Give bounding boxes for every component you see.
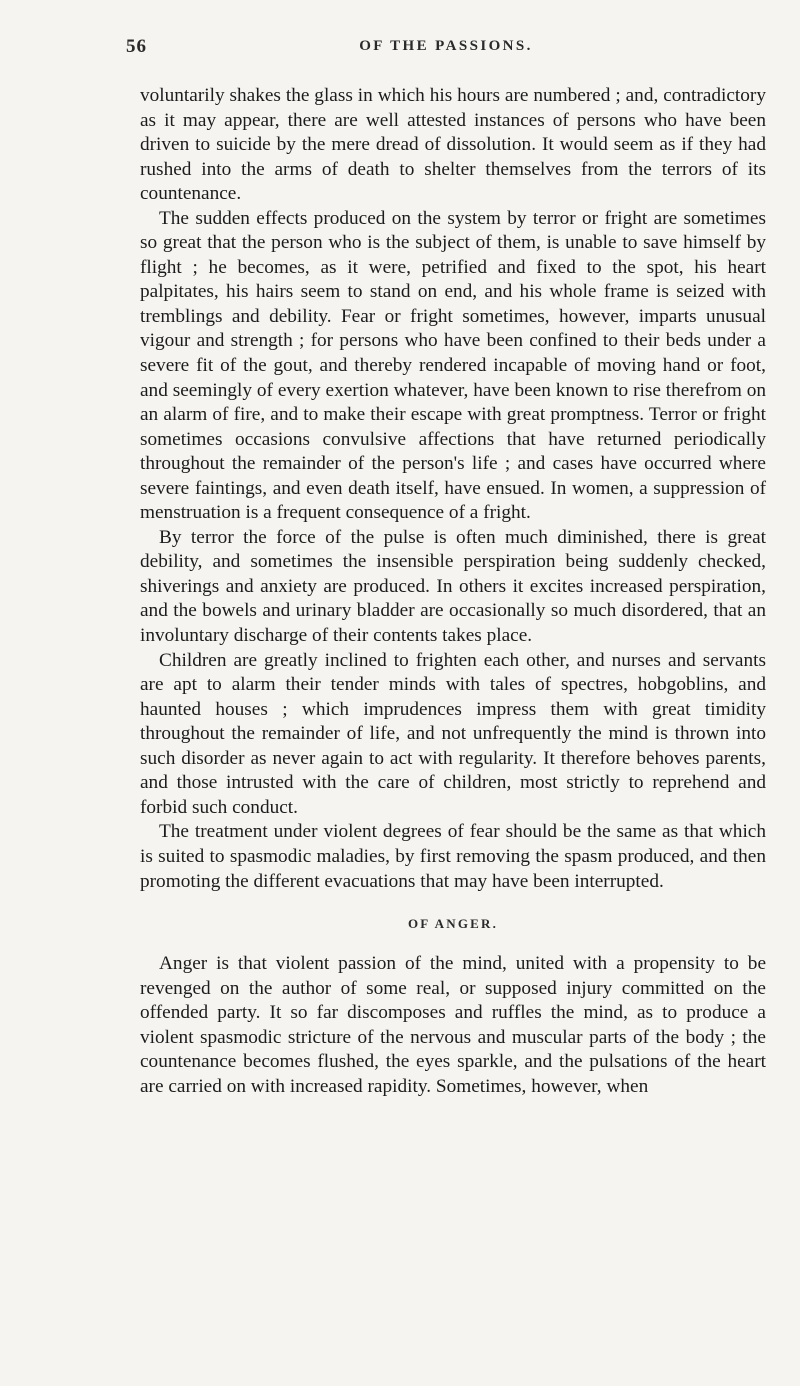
paragraph-terror-effects: The sudden effects produced on the system by terror or fright are sometimes so great that the person who is the subject of them, is unable to save himself by flight ; he becomes, as it were, petrified and fixed to the spot, his heart palpitates, his hairs seem to stand on end, and his whole frame is seized with tremblings and debility. Fear or fright sometimes, however, imparts unusual vigour and strength ; for persons who have been confined to their beds under a severe fit of the gout, and thereby rendered incapable of moving hand or foot, and seemingly of every exertion whatever, have been known to rise therefrom on an alarm of fire, and to make their escape with great promptness. Terror or fright sometimes occasions convulsive affections that have returned periodically throughout the remainder of the person's life ; and cases have occurred where severe faintings, and even death itself, have ensued. In women, a suppression of menstruation is a frequent consequence of a fright. [140, 207, 766, 524]
section-heading: OF ANGER. [407, 916, 499, 932]
running-head [126, 36, 766, 62]
running-title: OF THE PASSIONS. [359, 38, 533, 54]
page-number: 56 [126, 36, 147, 57]
paragraph-treatment: The treatment under violent degrees of fear should be the same as that which is suited to spasmodic maladies, by first removing the spasm produced, and then promoting the different evacuations that may have been interrupted. [140, 821, 766, 892]
paragraph-pulse: By terror the force of the pulse is often much diminished, there is great debility, and sometimes the insensible perspiration being suddenly checked, shiverings and anxiety are produced. In others it excites increased perspiration, and the bowels and urinary bladder are occasionally so much disordered, that an involuntary discharge of their contents takes place. [140, 526, 766, 647]
paragraph-anger: Anger is that violent passion of the mind, united with a propensity to be revenged on the author of some real, or supposed injury committed on the offended party. It so far discomposes and ruffles the mind, as to produce a violent spasmodic stricture of the nervous and muscular parts of the body ; the countenance becomes flushed, the eyes sparkle, and the pulsations of the heart are carried on with increased rapidity. Sometimes, however, when [140, 953, 766, 1097]
paragraph-children: Children are greatly inclined to frighten each other, and nurses and servants are apt to alarm their tender minds with tales of spectres, hobgoblins, and haunted houses ; which imprudences impress them with great timidity throughout the remainder of life, and not unfrequently the mind is thrown into such disorder as never again to act with regularity. It therefore behoves parents, and those intrusted with the care of children, most strictly to reprehend and forbid such conduct. [140, 649, 766, 818]
paragraph-continuation: voluntarily shakes the glass in which his hours are numbered ; and, contradictory as it may appear, there are well attested instances of persons who have been driven to suicide by the mere dread of dissolution. It would seem as if they had rushed into the arms of death to shelter themselves from the terrors of its countenance. [140, 85, 766, 205]
body-text [140, 84, 766, 1099]
